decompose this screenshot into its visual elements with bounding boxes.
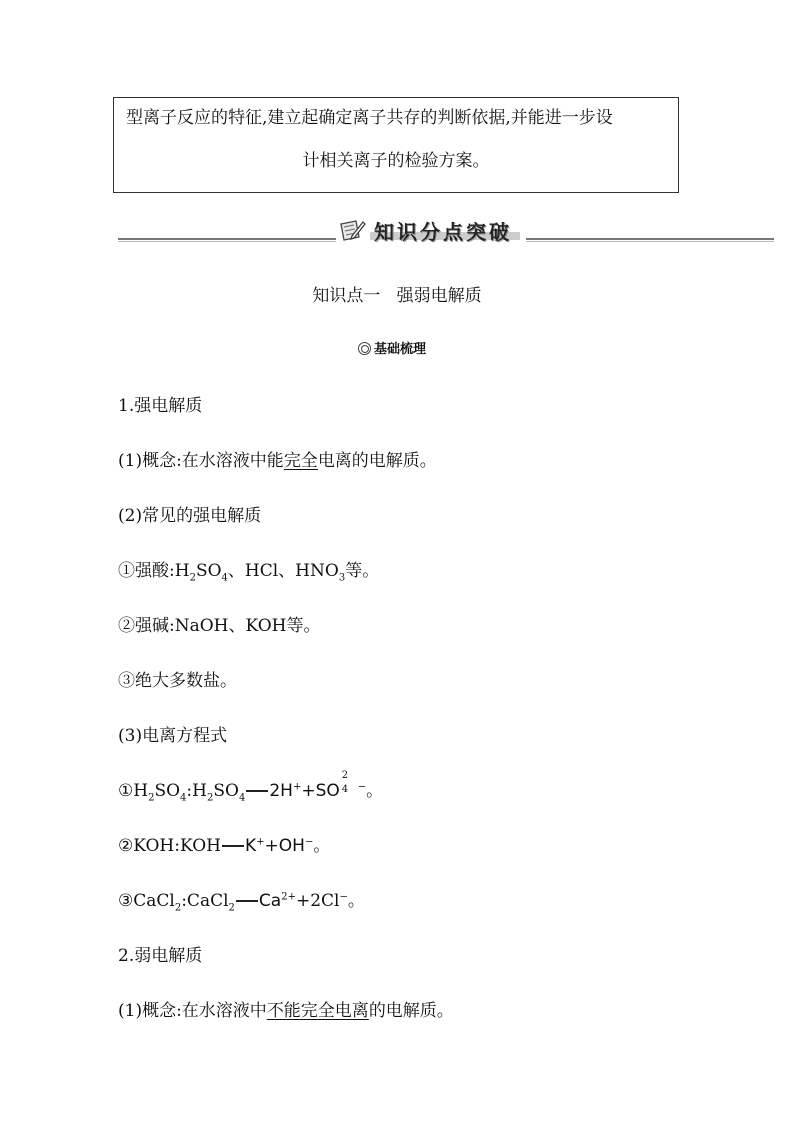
text: 电离的电解质。 — [317, 451, 437, 471]
superscript: 2 — [341, 770, 349, 781]
subscript: 2 — [148, 792, 155, 804]
section-1-title: 1.强电解质 — [118, 396, 203, 416]
text: ③CaCl — [118, 891, 175, 911]
equation-koh — [118, 831, 330, 856]
text: +OH — [264, 836, 305, 856]
underlined-answer: 不能完全电离 — [266, 1001, 369, 1021]
intro-line-1: 型离子反应的特征,建立起确定离子共存的判断依据,并能进一步设 — [126, 108, 613, 128]
superscript: + — [292, 781, 302, 793]
strong-concept — [118, 446, 437, 471]
text: :H — [186, 781, 207, 801]
superscript: 2+ — [281, 891, 296, 903]
text: 2H — [269, 781, 293, 801]
text: 。 — [313, 836, 331, 856]
subscript: 4 — [341, 784, 349, 795]
subscript: 4 — [180, 792, 187, 804]
text: (1)概念:在水溶液中能 — [118, 451, 284, 471]
subscript: 4 — [221, 572, 228, 584]
text: ①H — [118, 781, 149, 801]
equation-cacl2 — [118, 886, 365, 914]
strong-acids — [118, 556, 380, 584]
text: SO — [154, 781, 181, 801]
subscript: 2 — [228, 902, 235, 914]
intro-box — [113, 97, 679, 193]
text: :CaCl — [181, 891, 229, 911]
underlined-answer: 完全 — [283, 451, 318, 471]
text: SO — [195, 561, 222, 581]
text: +SO — [301, 781, 340, 801]
equation-h2so4 — [118, 770, 384, 804]
superscript: − — [304, 836, 314, 848]
equals-bar — [246, 790, 268, 792]
section-banner — [118, 214, 774, 246]
text: +2Cl — [295, 891, 340, 911]
common-strong-heading: (2)常见的强电解质 — [118, 506, 262, 526]
charge-stack — [340, 770, 358, 796]
intro-line-2: 计相关离子的检验方案。 — [302, 151, 490, 171]
superscript: − — [339, 891, 348, 903]
text: 等。 — [345, 561, 380, 581]
text: ②KOH:KOH — [118, 836, 221, 856]
text: (1)概念:在水溶液中 — [118, 1001, 267, 1021]
equals-bar — [222, 845, 244, 847]
subscript: 3 — [338, 572, 346, 584]
section-2-title: 2.弱电解质 — [118, 946, 203, 966]
ionization-equations-heading: (3)电离方程式 — [118, 726, 228, 746]
sub-heading-label: 基础梳理 — [374, 342, 427, 357]
pencil-paper-icon — [338, 218, 366, 242]
section-title: 知识分点突破 — [374, 220, 512, 244]
banner-plate — [336, 216, 526, 244]
subscript: 2 — [206, 792, 214, 804]
text: Ca — [258, 891, 282, 911]
equals-bar — [236, 900, 258, 902]
text: 。 — [366, 781, 384, 801]
text: 。 — [347, 891, 365, 911]
knowledge-point-heading: 知识点一 强弱电解质 — [312, 286, 482, 306]
text: SO — [213, 781, 239, 801]
weak-concept — [118, 996, 454, 1021]
text: 、HCl、HNO — [227, 561, 339, 581]
text: ①强酸:H — [118, 561, 190, 581]
salts: ③绝大多数盐。 — [118, 671, 237, 691]
subscript: 4 — [238, 792, 246, 804]
sub-heading — [358, 338, 426, 357]
text: 的电解质。 — [368, 1001, 454, 1021]
superscript: − — [357, 781, 367, 793]
superscript: + — [256, 836, 265, 848]
spiral-icon — [358, 342, 371, 355]
text: K — [244, 836, 257, 856]
subscript: 2 — [174, 902, 182, 914]
subscript: 2 — [189, 572, 196, 584]
strong-bases: ②强碱:NaOH、KOH等。 — [118, 616, 321, 636]
